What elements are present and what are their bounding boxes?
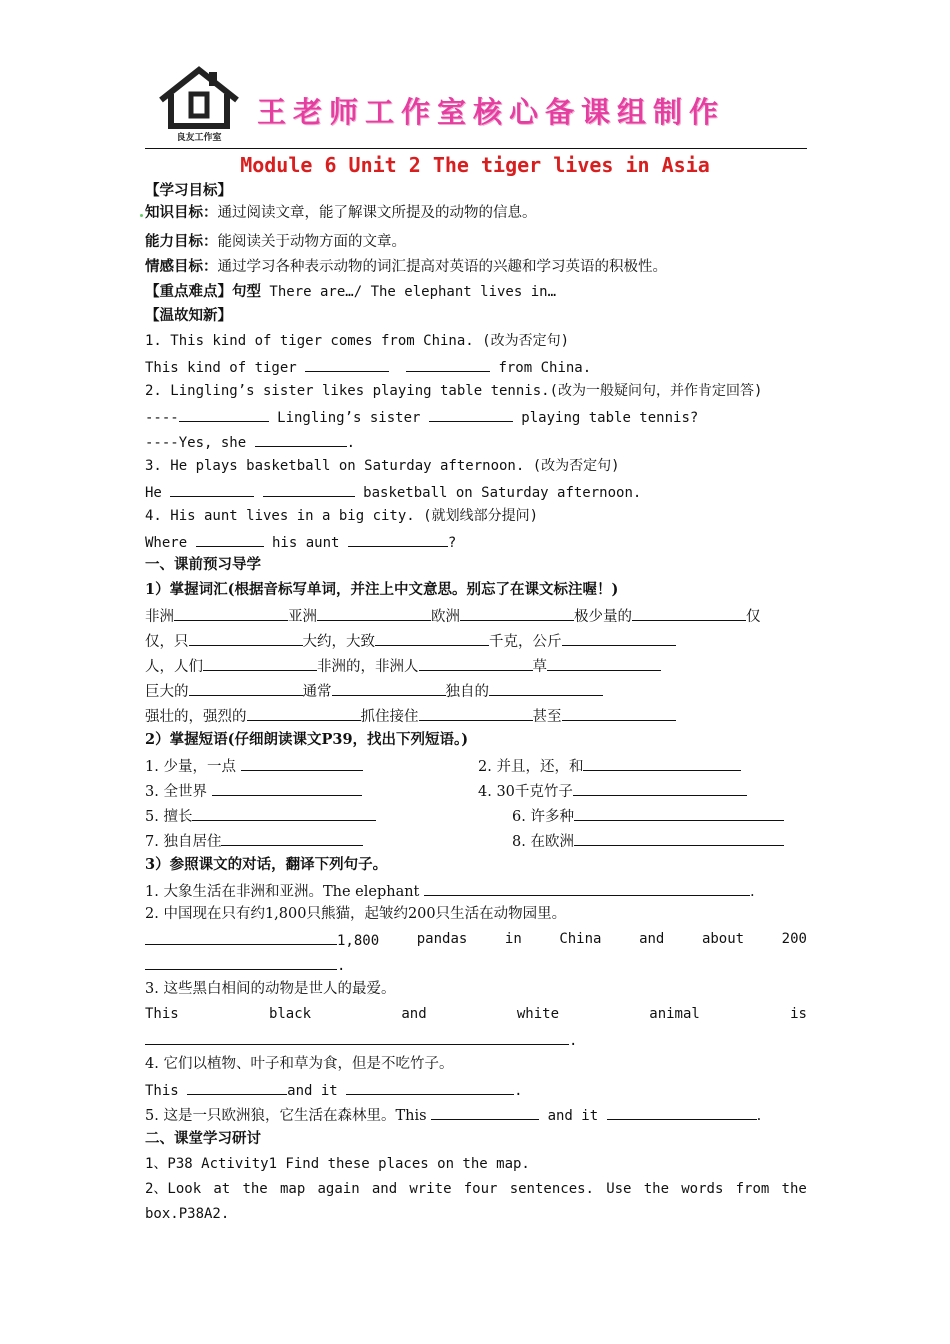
word: in (504, 931, 522, 947)
word: map (279, 1181, 306, 1197)
vocab-blank[interactable] (562, 705, 676, 721)
translate-2: 2. 中国现在只有约1,800只熊猫，起皱约200只生活在动物园里。 (145, 906, 567, 922)
q3a-start: He (145, 485, 171, 501)
phrase-blank[interactable] (212, 780, 362, 796)
knowledge-objective (145, 203, 537, 225)
word: and (371, 1181, 398, 1197)
ability-label: 能力目标： (145, 233, 218, 250)
phrase-blank[interactable] (574, 805, 784, 821)
vocab-item: 通常 (302, 684, 332, 700)
answer-blank[interactable] (179, 406, 269, 422)
vocab-item: 甚至 (532, 709, 562, 725)
ability-text: 能阅读关于动物方面的文章。 (217, 234, 406, 250)
vocab-item: 仅 (746, 609, 761, 625)
key-points (145, 282, 556, 304)
vocab-blank[interactable] (332, 680, 446, 696)
phrase-text: 2. 并且，还，和 (478, 759, 584, 775)
vocab-row-3 (145, 655, 661, 677)
vocab-item: 千克，公斤 (489, 634, 562, 650)
word: about (701, 931, 745, 947)
vocab-blank[interactable] (460, 605, 574, 621)
phrase-text: 5. 擅长 (145, 809, 193, 825)
translate-blank[interactable] (607, 1104, 757, 1120)
vocab-row-5 (145, 705, 676, 727)
translate-1 (145, 880, 755, 902)
review-q4: 4. His aunt lives in a big city. (就划线部分提问) (145, 508, 539, 524)
vocab-item: 亚洲 (288, 609, 317, 625)
review-q2-response (145, 431, 355, 453)
section1-heading: 一、课前预习导学 (145, 556, 261, 573)
phrase-blank[interactable] (574, 830, 784, 846)
word: at (213, 1181, 231, 1197)
answer-blank[interactable] (170, 481, 254, 497)
translate-blank[interactable] (187, 1079, 287, 1095)
vocab-item: 极少量的 (574, 609, 632, 625)
vocab-blank[interactable] (375, 630, 489, 646)
word: and (639, 931, 665, 947)
logo-caption: 良友工作室 (176, 133, 222, 143)
translate-3-answer-cont (145, 1029, 577, 1051)
translate-blank[interactable] (346, 1079, 514, 1095)
phrase-item (512, 830, 784, 852)
word: the (242, 1181, 268, 1197)
objectives-heading: 【学习目标】 (145, 182, 232, 199)
phrase-text: 6. 许多种 (512, 809, 574, 825)
t4a-mid: and it (287, 1083, 347, 1099)
header (145, 66, 807, 148)
phrase-blank[interactable] (241, 755, 363, 771)
vocab-blank[interactable] (247, 705, 361, 721)
phrase-item (145, 805, 376, 827)
vocab-item: 仅，只 (145, 634, 189, 650)
word: China (559, 931, 602, 947)
q2a-end: playing table tennis? (512, 410, 699, 426)
phrase-text: 8. 在欧洲 (512, 834, 574, 850)
q3a-end: basketball on Saturday afternoon. (354, 485, 642, 501)
vocab-blank[interactable] (489, 680, 603, 696)
studio-banner: 王老师工作室核心备课组制作 (257, 95, 726, 129)
word: This (145, 1006, 179, 1022)
word: 1,800 (337, 933, 380, 949)
header-divider (145, 148, 807, 149)
review-q2: 2. Lingling’s sister likes playing table tennis.(改为一般疑问句，并作肯定回答) (145, 383, 763, 399)
vocab-item: 欧洲 (431, 609, 460, 625)
translate-3: 3. 这些黑白相间的动物是世人的最爱。 (145, 981, 396, 997)
translate-2-answer (145, 929, 807, 951)
translate-4: 4. 它们以植物、叶子和草为食，但是不吃竹子。 (145, 1056, 454, 1072)
word: 2、Look (145, 1181, 202, 1197)
vocab-item: 强壮的，强烈的 (145, 709, 247, 725)
translate-2-answer-cont (145, 954, 345, 976)
phrase-item (478, 755, 741, 777)
answer-blank[interactable] (263, 481, 355, 497)
vocab-heading: 1）掌握词汇(根据音标写单词，并注上中文意思。别忘了在课文标注喔！) (145, 581, 619, 598)
translate-blank[interactable] (424, 880, 750, 896)
vocab-blank[interactable] (547, 655, 661, 671)
word: write (409, 1181, 452, 1197)
vocab-item: 非洲的，非洲人 (317, 659, 419, 675)
vocab-blank[interactable] (419, 705, 533, 721)
phrase-blank[interactable] (583, 755, 741, 771)
answer-blank[interactable] (429, 406, 513, 422)
review-q1: 1. This kind of tiger comes from China. (改为否定句) (145, 333, 570, 349)
word: words (681, 1181, 724, 1197)
vocab-blank[interactable] (203, 655, 317, 671)
period: . (569, 1033, 578, 1049)
translate-heading: 3）参照课文的对话，翻译下列句子。 (145, 856, 388, 873)
q1a-start: This kind of tiger (145, 360, 306, 376)
phrase-item (145, 755, 363, 777)
translate-blank[interactable] (145, 929, 337, 945)
key-text: There are…/ The elephant lives in… (261, 284, 557, 300)
bullet-dot (140, 214, 143, 217)
knowledge-label: 知识目标： (145, 204, 218, 221)
phrase-text: 7. 独自居住 (145, 834, 222, 850)
translate-blank[interactable] (431, 1104, 539, 1120)
word: black (268, 1006, 312, 1022)
period: . (514, 1083, 523, 1099)
vocab-blank[interactable] (189, 680, 303, 696)
q2a-mid: Lingling’s sister (268, 410, 429, 426)
t5-start: 5. 这是一只欧洲狼，它生活在森林里。This (145, 1108, 432, 1124)
answer-blank[interactable] (255, 431, 347, 447)
vocab-item: 大约，大致 (302, 634, 375, 650)
activity-2 (145, 1179, 807, 1201)
translate-4-answer (145, 1079, 523, 1101)
vocab-item: 草 (532, 659, 547, 675)
word: pandas (416, 931, 468, 947)
key-label: 【重点难点】句型 (145, 283, 261, 300)
vocab-item: 独自的 (445, 684, 489, 700)
q2a-prefix: ---- (145, 410, 179, 426)
review-q4-answer (145, 531, 456, 553)
page-title: Module 6 Unit 2 The tiger lives in Asia (240, 153, 710, 177)
word: the (643, 1181, 670, 1197)
phrase-blank[interactable] (221, 830, 363, 846)
review-q3: 3. He plays basketball on Saturday afternoon. (改为否定句) (145, 458, 620, 474)
ability-objective (145, 232, 406, 254)
vocab-item: 巨大的 (145, 684, 189, 700)
answer-blank[interactable] (406, 356, 490, 372)
activity-2-cont: box.P38A2. (145, 1206, 230, 1222)
t4a-start: This (145, 1083, 188, 1099)
answer-blank[interactable] (196, 531, 264, 547)
word: 200 (781, 931, 807, 947)
answer-blank[interactable] (348, 531, 448, 547)
phrase-blank[interactable] (192, 805, 376, 821)
phrase-item (145, 830, 363, 852)
vocab-row-2 (145, 630, 676, 652)
period: . (756, 1108, 762, 1124)
phrase-text: 1. 少量，一点 (145, 759, 241, 775)
vocab-blank[interactable] (189, 630, 303, 646)
review-heading: 【温故知新】 (145, 307, 232, 324)
translate-blank[interactable] (145, 954, 337, 970)
emotion-objective (145, 257, 667, 279)
word: and (401, 1006, 427, 1022)
vocab-item: 非洲 (145, 609, 174, 625)
phrase-heading: 2）掌握短语(仔细朗读课文P39，找出下列短语。) (145, 731, 469, 748)
phrase-text: 3. 全世界 (145, 784, 212, 800)
knowledge-text: 通过阅读文章，能了解课文所提及的动物的信息。 (217, 205, 537, 221)
word: Use (606, 1181, 632, 1197)
period: . (749, 884, 755, 900)
q4a-mid: his aunt (263, 535, 348, 551)
word: sentences. (509, 1181, 594, 1197)
vocab-row-4 (145, 680, 603, 702)
word: animal (649, 1006, 700, 1022)
vocab-row-1 (145, 605, 761, 627)
answer-blank[interactable] (305, 356, 389, 372)
period: . (337, 958, 346, 974)
phrase-text: 4. 30千克竹子 (478, 784, 573, 800)
word: from (735, 1181, 770, 1197)
vocab-item: 抓住接住 (360, 709, 419, 725)
translate-blank[interactable] (145, 1029, 569, 1045)
q4a-start: Where (145, 535, 196, 551)
t1-text: 1. 大象生活在非洲和亚洲。The elephant (145, 884, 424, 900)
review-q3-answer (145, 481, 641, 503)
t5-mid: and it (539, 1108, 607, 1124)
word: white (516, 1006, 560, 1022)
vocab-blank[interactable] (562, 630, 676, 646)
vocab-blank[interactable] (317, 605, 431, 621)
phrase-item (512, 805, 784, 827)
vocab-item: 人，人们 (145, 659, 203, 675)
translate-3-answer (145, 1004, 807, 1026)
phrase-blank[interactable] (573, 780, 747, 796)
period: . (346, 435, 356, 451)
activity-1: 1、P38 Activity1 Find these places on the map. (145, 1156, 530, 1172)
q4a-end: ? (447, 535, 457, 551)
q1a-end: from China. (490, 360, 592, 376)
vocab-blank[interactable] (174, 605, 288, 621)
review-q2-answer (145, 406, 698, 428)
review-q1-answer (145, 356, 591, 378)
phrase-item (478, 780, 747, 802)
vocab-blank[interactable] (419, 655, 533, 671)
q2b-text: ----Yes, she (145, 435, 255, 451)
word: is (790, 1006, 807, 1022)
emotion-label: 情感目标： (145, 258, 218, 275)
word: again (317, 1181, 360, 1197)
translate-5 (145, 1104, 761, 1126)
word: four (463, 1181, 498, 1197)
word: the (781, 1181, 807, 1197)
phrase-item (145, 780, 362, 802)
vocab-blank[interactable] (632, 605, 746, 621)
emotion-text: 通过学习各种表示动物的词汇提高对英语的兴趣和学习英语的积极性。 (217, 259, 667, 275)
section2-heading: 二、课堂学习研讨 (145, 1130, 261, 1147)
